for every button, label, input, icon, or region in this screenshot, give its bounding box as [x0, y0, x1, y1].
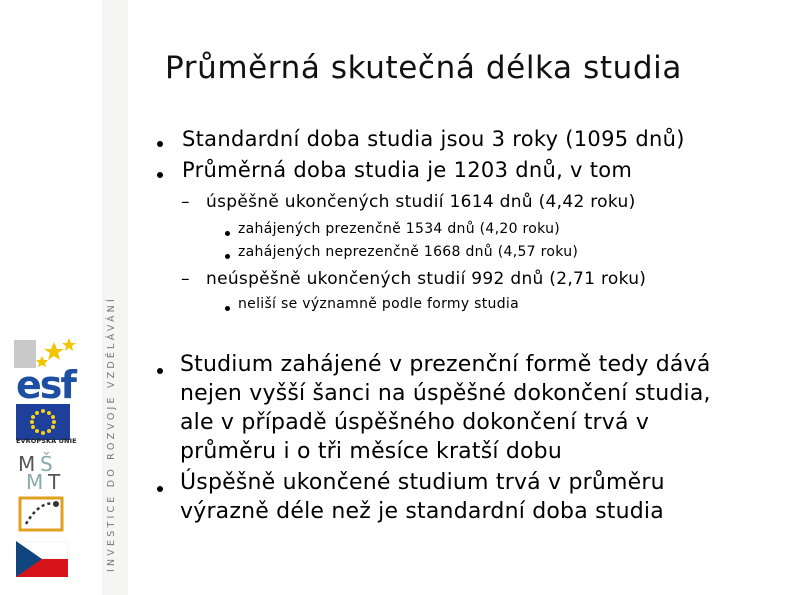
svg-text:Š: Š: [40, 452, 53, 476]
msmt-logo: [18, 451, 70, 491]
item-standard-duration: Standardní doba studia jsou 3 roky (1095 dnů): [182, 127, 685, 151]
op-programme-logo: [16, 494, 68, 534]
bullet-dot: [157, 486, 163, 492]
svg-text:M: M: [18, 452, 36, 476]
bullet-dot: [157, 368, 163, 374]
bullet-dot: [225, 254, 230, 259]
conclusion-fulltime: Studium zahájené v prezenční formě tedy dává nejen vyšší šanci na úspěšné dokončení studia, ale v případě úspěšného dokončení trvá v průměru i o tři měsíce kratší dobu: [180, 352, 711, 464]
conclusion-longer: Úspěšně ukončené studium trvá v průměru výrazně déle než je standardní doba studia: [180, 470, 665, 524]
czech-flag-logo: [16, 541, 68, 577]
bullet-dot: [157, 172, 163, 178]
item-average-duration: Průměrná doba studia je 1203 dnů, v tom: [182, 158, 633, 182]
dash-marker: –: [181, 269, 190, 289]
sub-successful: úspěšně ukončených studií 1614 dnů (4,42 roku): [206, 192, 636, 212]
sub-unsuccessful-form: neliší se významně podle formy studia: [238, 296, 519, 312]
sub-successful-fulltime: zahájených prezenčně 1534 dnů (4,20 roku): [238, 221, 561, 237]
dash-marker: –: [181, 192, 190, 212]
bullet-dot: [157, 141, 163, 147]
logo-sidebar: [0, 0, 130, 595]
bullet-dot: [225, 306, 230, 311]
svg-text:T: T: [48, 470, 61, 491]
slide-title: Průměrná skutečná délka studia: [165, 50, 682, 86]
bullet-dot: [225, 231, 230, 236]
sub-successful-parttime: zahájených neprezenčně 1668 dnů (4,57 roku): [238, 244, 579, 260]
vertical-slogan: INVESTICE DO ROZVOJE VZDĚLÁVÁNÍ: [106, 296, 117, 572]
esf-logo: [14, 336, 102, 400]
svg-text:M: M: [26, 470, 44, 491]
svg-text:esf: esf: [16, 363, 75, 400]
sub-unsuccessful: neúspěšně ukončených studií 992 dnů (2,71 roku): [206, 269, 647, 289]
eu-caption: EVROPSKÁ UNIE: [16, 437, 77, 445]
